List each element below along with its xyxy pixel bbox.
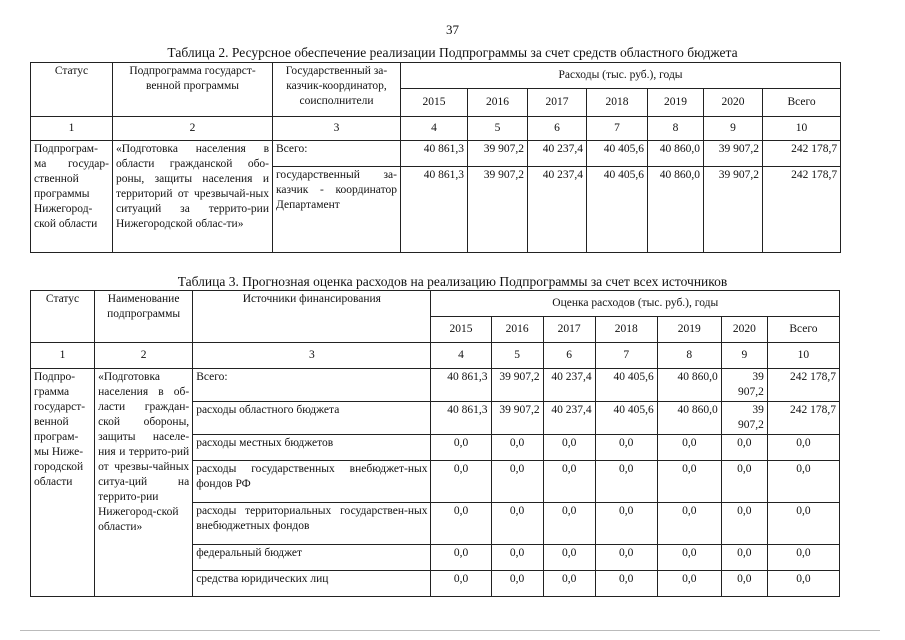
value-cell: 40 405,6 [587, 141, 648, 167]
source-label: федеральный бюджет [193, 545, 431, 571]
forecast-table [30, 290, 840, 597]
value-cell: 242 178,7 [763, 141, 841, 167]
header-year: 2019 [648, 89, 704, 117]
value-cell: 40 860,0 [648, 141, 704, 167]
column-number: 5 [491, 343, 543, 369]
value-cell: 0,0 [721, 435, 767, 461]
subprogram-name-cell: «Подготовка населения в об-ласти граждан-ской обороны, защиты населе-ния и террито-рий от чрезвы-чайных ситуа-ций на террито-рии Нижегород-ской области» [95, 369, 193, 597]
value-cell: 40 237,4 [528, 167, 587, 253]
value-cell: 0,0 [543, 435, 595, 461]
value-cell: 0,0 [431, 545, 491, 571]
value-cell: 0,0 [543, 461, 595, 503]
value-cell: 40 860,0 [657, 369, 721, 402]
column-number: 2 [95, 343, 193, 369]
value-cell: 39 907,2 [491, 402, 543, 435]
header-year: 2018 [587, 89, 648, 117]
column-number: 9 [704, 117, 763, 141]
header-status: Статус [31, 63, 113, 117]
value-cell: 39 907,2 [721, 402, 767, 435]
header-year: 2016 [491, 317, 543, 343]
header-subprogram: Подпрограмма государст-венной программы [113, 63, 273, 117]
value-cell: 39 907,2 [468, 141, 528, 167]
header-year: 2017 [528, 89, 587, 117]
value-cell: 40 237,4 [543, 402, 595, 435]
header-customer: Государственный за-казчик-координатор, соисполнители [273, 63, 401, 117]
value-cell: 40 237,4 [543, 369, 595, 402]
value-cell: 40 861,3 [431, 369, 491, 402]
value-cell: 0,0 [491, 461, 543, 503]
value-cell: 0,0 [767, 435, 839, 461]
value-cell: 0,0 [657, 545, 721, 571]
column-number: 3 [193, 343, 431, 369]
value-cell: 0,0 [657, 571, 721, 597]
header-year: 2017 [543, 317, 595, 343]
value-cell: 0,0 [767, 571, 839, 597]
header-year: 2019 [657, 317, 721, 343]
status-cell: Подпро-грамма государст-венной програм-мы Ниже-городской области [31, 369, 95, 597]
value-cell: 0,0 [657, 435, 721, 461]
resource-table [30, 62, 841, 253]
value-cell: 0,0 [491, 503, 543, 545]
column-number: 2 [113, 117, 273, 141]
value-cell: 0,0 [491, 545, 543, 571]
header-status: Статус [31, 291, 95, 343]
value-cell: 0,0 [595, 571, 657, 597]
value-cell: 40 405,6 [587, 167, 648, 253]
column-number: 7 [595, 343, 657, 369]
table-row [31, 141, 841, 167]
column-number: 4 [401, 117, 468, 141]
header-total: Всего [763, 89, 841, 117]
source-label: расходы территориальных государствен-ных внебюджетных фондов [193, 503, 431, 545]
column-number: 8 [648, 117, 704, 141]
header-year: 2020 [704, 89, 763, 117]
header-total: Всего [767, 317, 839, 343]
value-cell: 0,0 [721, 461, 767, 503]
value-cell: 40 237,4 [528, 141, 587, 167]
table-row [31, 369, 840, 402]
column-number: 9 [721, 343, 767, 369]
status-cell: Подпрограм-ма государ-ственной программы Нижегород-ской области [31, 141, 113, 253]
page-bottom-divider [20, 630, 880, 631]
value-cell: 40 405,6 [595, 369, 657, 402]
header-name: Наименование подпрограммы [95, 291, 193, 343]
value-cell: 40 861,3 [401, 141, 468, 167]
value-cell: 0,0 [721, 545, 767, 571]
column-number: 3 [273, 117, 401, 141]
value-cell: 0,0 [767, 503, 839, 545]
row-label: Всего: [273, 141, 401, 167]
column-number: 6 [543, 343, 595, 369]
value-cell: 0,0 [595, 435, 657, 461]
column-number: 5 [468, 117, 528, 141]
value-cell: 0,0 [595, 545, 657, 571]
header-expenses: Оценка расходов (тыс. руб.), годы [431, 291, 840, 317]
header-year: 2016 [468, 89, 528, 117]
value-cell: 0,0 [431, 461, 491, 503]
value-cell: 242 178,7 [767, 402, 839, 435]
source-label: расходы областного бюджета [193, 402, 431, 435]
value-cell: 0,0 [431, 571, 491, 597]
column-number: 1 [31, 117, 113, 141]
value-cell: 0,0 [431, 435, 491, 461]
value-cell: 242 178,7 [763, 167, 841, 253]
value-cell: 40 861,3 [431, 402, 491, 435]
page-number: 37 [446, 22, 459, 37]
column-number: 7 [587, 117, 648, 141]
value-cell: 0,0 [721, 571, 767, 597]
value-cell: 0,0 [767, 545, 839, 571]
table3-caption: Таблица 3. Прогнозная оценка расходов на реализацию Подпрограммы за счет всех источников [177, 274, 728, 289]
value-cell: 39 907,2 [468, 167, 528, 253]
source-label: расходы государственных внебюджет-ных фондов РФ [193, 461, 431, 503]
value-cell: 40 405,6 [595, 402, 657, 435]
source-label: Всего: [193, 369, 431, 402]
value-cell: 0,0 [595, 503, 657, 545]
value-cell: 0,0 [721, 503, 767, 545]
value-cell: 0,0 [543, 545, 595, 571]
value-cell: 0,0 [543, 571, 595, 597]
row-label: государственный за-казчик - координатор Департамент [273, 167, 401, 253]
value-cell: 0,0 [657, 503, 721, 545]
value-cell: 0,0 [491, 435, 543, 461]
column-number: 1 [31, 343, 95, 369]
source-label: расходы местных бюджетов [193, 435, 431, 461]
header-year: 2020 [721, 317, 767, 343]
header-sources: Источники финансирования [193, 291, 431, 343]
value-cell: 0,0 [595, 461, 657, 503]
header-year: 2018 [595, 317, 657, 343]
column-number: 8 [657, 343, 721, 369]
value-cell: 0,0 [431, 503, 491, 545]
subprogram-cell: «Подготовка населения в области гражданской обо-роны, защиты населения и территорий от чрезвычай-ных ситуаций за террито-рии Нижегородской облас-ти» [113, 141, 273, 253]
header-year: 2015 [431, 317, 491, 343]
table2-caption: Таблица 2. Ресурсное обеспечение реализации Подпрограммы за счет средств областного бюджета [167, 45, 738, 60]
value-cell: 39 907,2 [721, 369, 767, 402]
value-cell: 40 860,0 [648, 167, 704, 253]
value-cell: 39 907,2 [704, 167, 763, 253]
column-number: 6 [528, 117, 587, 141]
value-cell: 0,0 [543, 503, 595, 545]
value-cell: 39 907,2 [491, 369, 543, 402]
value-cell: 40 861,3 [401, 167, 468, 253]
source-label: средства юридических лиц [193, 571, 431, 597]
value-cell: 40 860,0 [657, 402, 721, 435]
column-number: 10 [763, 117, 841, 141]
value-cell: 242 178,7 [767, 369, 839, 402]
value-cell: 0,0 [657, 461, 721, 503]
value-cell: 39 907,2 [704, 141, 763, 167]
header-year: 2015 [401, 89, 468, 117]
column-number: 10 [767, 343, 839, 369]
column-number: 4 [431, 343, 491, 369]
header-expenses: Расходы (тыс. руб.), годы [401, 63, 841, 89]
value-cell: 0,0 [491, 571, 543, 597]
value-cell: 0,0 [767, 461, 839, 503]
